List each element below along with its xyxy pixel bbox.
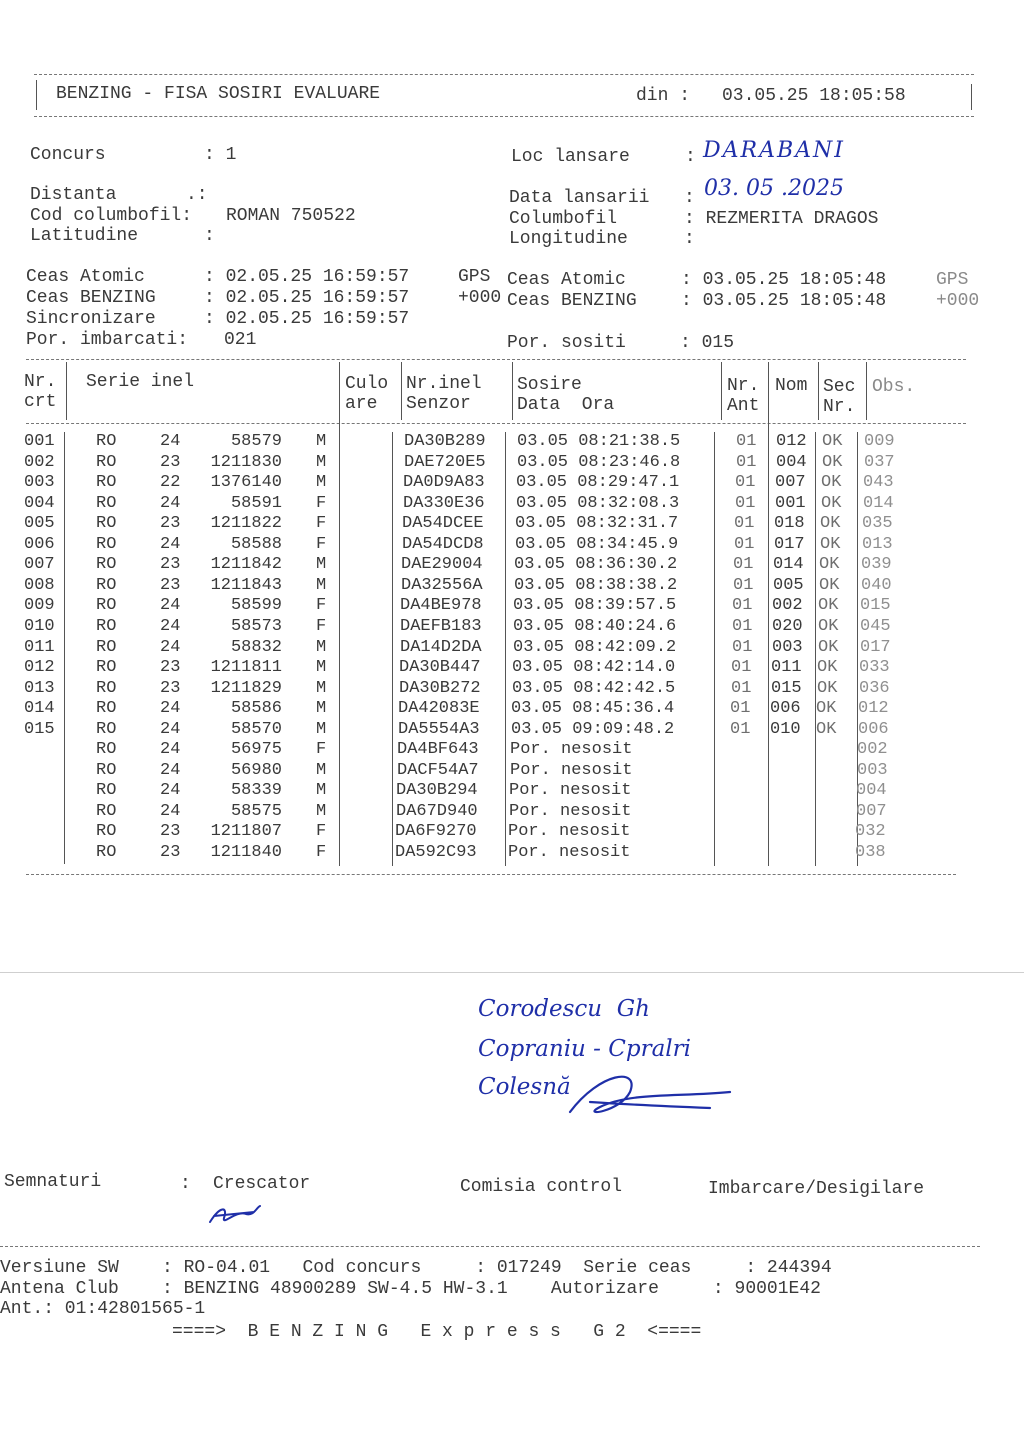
row-country: RO <box>96 596 117 616</box>
row-country: RO <box>96 740 117 760</box>
row-antenna: 01 <box>731 678 752 698</box>
row-sex: F <box>316 493 327 513</box>
row-antenna: 01 <box>732 596 753 616</box>
row-country: RO <box>96 719 117 739</box>
table-vline-7b <box>815 432 816 866</box>
row-ring-number: 1211840 <box>210 843 282 862</box>
clock-left-value: : 02.05.25 16:59:57 <box>204 309 410 329</box>
row-nr: 001 <box>24 432 55 451</box>
row-sensor: DA6F9270 <box>395 822 477 842</box>
row-obs: 014 <box>863 493 894 513</box>
row-year: 22 <box>160 473 181 493</box>
row-sex: F <box>316 822 327 842</box>
clock-right-suffix: +000 <box>936 291 980 311</box>
row-country: RO <box>96 637 117 657</box>
row-nr: 011 <box>24 637 55 657</box>
col-senzor-header: Senzor <box>406 394 471 414</box>
header-bottom-border <box>34 116 974 117</box>
row-nom: 006 <box>770 699 801 719</box>
col-culoare-header: Culo <box>345 374 389 394</box>
row-obs: 040 <box>861 575 892 595</box>
row-country: RO <box>96 760 117 780</box>
semnaturi-colon: : <box>180 1174 191 1194</box>
document-title: BENZING - FISA SOSIRI EVALUARE <box>56 84 381 104</box>
comisia-control-label: Comisia control <box>460 1177 623 1197</box>
row-sensor: DAEFB183 <box>400 616 482 636</box>
row-arrival: 03.05 08:39:57.5 <box>513 596 677 616</box>
clock-right-label: Ceas BENZING <box>507 291 637 311</box>
row-antenna: 01 <box>732 616 753 636</box>
row-sec: OK <box>819 555 840 575</box>
row-year: 24 <box>160 637 181 657</box>
row-ring-number: 1211842 <box>210 555 282 575</box>
por-sositi-label: Por. sositi <box>507 333 626 353</box>
row-obs: 035 <box>862 514 893 534</box>
row-year: 24 <box>160 534 181 554</box>
table-vline-5 <box>721 362 722 420</box>
row-nom: 002 <box>772 596 803 616</box>
row-ring-number: 56975 <box>230 740 282 760</box>
row-arrival: 03.05 09:09:48.2 <box>511 719 675 739</box>
row-sec: OK <box>817 678 838 698</box>
versiune-sw-line: Versiune SW : RO-04.01 Cod concurs : 017249 Serie ceas : 244394 <box>0 1258 832 1278</box>
antena-id-line: Ant.: 01:42801565-1 <box>0 1299 206 1319</box>
row-obs: 033 <box>859 658 890 678</box>
row-nom: 017 <box>774 534 805 554</box>
clock-left-label: Sincronizare <box>26 309 156 329</box>
clock-right-label: Ceas Atomic <box>507 270 626 290</box>
row-sensor: DA5554A3 <box>398 719 480 739</box>
row-nom: 005 <box>773 575 804 595</box>
row-nr: 006 <box>24 534 55 554</box>
row-ring-number: 1211822 <box>210 514 282 534</box>
clock-left-suffix: +000 <box>458 288 502 308</box>
row-country: RO <box>96 801 117 821</box>
clock-left-label: Ceas BENZING <box>26 288 156 308</box>
concurs-value: : 1 <box>204 145 237 165</box>
col-nr-ant-header-2: Ant <box>727 396 760 416</box>
table-vline-3b <box>392 432 393 866</box>
col-crt-header: crt <box>24 392 57 412</box>
handwritten-name-1: Corodescu Gh <box>478 996 650 1022</box>
row-year: 23 <box>160 452 181 472</box>
col-nom-header: Nom <box>775 376 808 396</box>
row-obs: 009 <box>864 432 895 451</box>
header-top-border <box>34 74 974 75</box>
row-sex: M <box>316 555 327 575</box>
col-data-ora-header: Data Ora <box>517 395 615 415</box>
row-sex: F <box>316 514 327 534</box>
benzing-express-banner: ====> B E N Z I N G E x p r e s s G 2 <==== <box>172 1322 702 1342</box>
row-sec: OK <box>821 493 842 513</box>
row-arrival: Por. nesosit <box>509 801 632 821</box>
antena-club-line: Antena Club : BENZING 48900289 SW-4.5 HW-3.1 Autorizare : 90001E42 <box>0 1279 821 1299</box>
latitudine-colon: : <box>204 226 215 246</box>
row-nr: 010 <box>24 616 55 636</box>
row-obs: 007 <box>856 801 887 821</box>
footer-rule <box>0 1246 980 1247</box>
row-antenna: 01 <box>730 699 751 719</box>
row-sensor: DA54DCD8 <box>402 534 484 554</box>
row-year: 23 <box>160 555 181 575</box>
row-sec: OK <box>822 452 843 472</box>
row-country: RO <box>96 514 117 534</box>
row-nom: 015 <box>771 678 802 698</box>
row-ring-number: 58573 <box>230 616 282 636</box>
clock-left-label: Ceas Atomic <box>26 267 145 287</box>
col-culoare-header-2: are <box>345 394 378 414</box>
row-year: 23 <box>160 678 181 698</box>
row-nr: 013 <box>24 678 55 698</box>
row-country: RO <box>96 493 117 513</box>
row-ring-number: 58832 <box>230 637 282 657</box>
row-sensor: DA4BE978 <box>400 596 482 616</box>
row-antenna: 01 <box>735 473 756 493</box>
row-sensor: DA592C93 <box>395 843 477 862</box>
row-sensor: DA30B272 <box>399 678 481 698</box>
row-arrival: 03.05 08:23:46.8 <box>517 452 681 472</box>
col-nr-ant-header: Nr. <box>727 376 760 396</box>
row-ring-number: 58586 <box>230 699 282 719</box>
row-year: 24 <box>160 740 181 760</box>
table-header-rule <box>26 423 966 424</box>
row-nom: 020 <box>772 616 803 636</box>
row-sec: OK <box>816 719 837 739</box>
row-nom: 001 <box>775 493 806 513</box>
table-vline-2 <box>339 362 340 866</box>
data-lansarii-label: Data lansarii <box>509 188 650 208</box>
row-sex: M <box>316 781 327 801</box>
row-country: RO <box>96 781 117 801</box>
table-vline-7 <box>818 362 819 420</box>
col-sosire-header: Sosire <box>517 375 582 395</box>
row-year: 23 <box>160 822 181 842</box>
handwritten-signature <box>560 1062 740 1122</box>
row-country: RO <box>96 699 117 719</box>
header-right-border <box>971 84 972 110</box>
row-antenna: 01 <box>734 534 755 554</box>
row-ring-number: 1376140 <box>210 473 282 493</box>
col-sec-nr-header: Sec <box>823 377 856 397</box>
por-imbarcati-label: Por. imbarcati: <box>26 330 189 350</box>
row-obs: 038 <box>855 843 886 862</box>
row-sensor: DA0D9A83 <box>403 473 485 493</box>
page-separator <box>0 972 1024 973</box>
handwritten-name-3: Colesnă <box>478 1074 571 1100</box>
row-sec: OK <box>821 473 842 493</box>
row-sec: OK <box>818 596 839 616</box>
row-nom: 018 <box>774 514 805 534</box>
row-nr: 015 <box>24 719 55 739</box>
row-country: RO <box>96 575 117 595</box>
row-sec: OK <box>820 534 841 554</box>
longitudine-colon: : <box>684 229 695 249</box>
row-year: 23 <box>160 514 181 534</box>
loc-lansare-colon: : <box>685 147 696 167</box>
semnaturi-label: Semnaturi <box>4 1172 102 1192</box>
row-ring-number: 1211811 <box>210 658 282 678</box>
row-year: 24 <box>160 699 181 719</box>
row-arrival: Por. nesosit <box>508 843 631 862</box>
row-country: RO <box>96 432 117 451</box>
clock-right-suffix: GPS <box>936 270 969 290</box>
row-arrival: Por. nesosit <box>508 822 631 842</box>
row-antenna: 01 <box>736 432 757 451</box>
row-country: RO <box>96 843 117 862</box>
row-sensor: DA4BF643 <box>397 740 479 760</box>
row-sensor: DAE29004 <box>401 555 483 575</box>
clock-left-value: : 02.05.25 16:59:57 <box>204 267 410 287</box>
row-ring-number: 58591 <box>230 493 282 513</box>
table-vline-1 <box>66 362 67 420</box>
row-year: 23 <box>160 575 181 595</box>
row-nr: 009 <box>24 596 55 616</box>
row-ring-number: 58339 <box>230 781 282 801</box>
row-sensor: DAE720E5 <box>404 452 486 472</box>
row-antenna: 01 <box>732 637 753 657</box>
row-nr: 014 <box>24 699 55 719</box>
row-antenna: 01 <box>731 658 752 678</box>
row-sensor: DA42083E <box>398 699 480 719</box>
row-nom: 012 <box>776 432 807 451</box>
row-obs: 004 <box>856 781 887 801</box>
row-sensor: DACF54A7 <box>397 760 479 780</box>
row-ring-number: 1211807 <box>210 822 282 842</box>
col-nr-header: Nr. <box>24 372 57 392</box>
row-arrival: Por. nesosit <box>510 740 633 760</box>
row-arrival: Por. nesosit <box>510 760 633 780</box>
loc-lansare-label: Loc lansare <box>511 147 630 167</box>
table-vline-1b <box>64 432 65 864</box>
handwritten-name-2: Copraniu - Cpralri <box>478 1036 691 1062</box>
row-year: 24 <box>160 719 181 739</box>
row-year: 24 <box>160 781 181 801</box>
row-obs: 037 <box>864 452 895 472</box>
row-obs: 043 <box>863 473 894 493</box>
table-bottom-rule <box>26 874 956 875</box>
row-obs: 036 <box>859 678 890 698</box>
row-country: RO <box>96 534 117 554</box>
columbofil-value: : REZMERITA DRAGOS <box>684 209 879 229</box>
row-nom: 010 <box>770 719 801 739</box>
row-antenna: 01 <box>736 452 757 472</box>
distanta-colon: .: <box>186 185 208 205</box>
row-year: 24 <box>160 801 181 821</box>
row-sex: F <box>316 596 327 616</box>
row-sex: M <box>316 637 327 657</box>
col-nr-inel-header: Nr.inel <box>406 374 482 394</box>
row-antenna: 01 <box>734 514 755 534</box>
row-sex: M <box>316 699 327 719</box>
table-vline-3 <box>401 362 402 420</box>
row-obs: 032 <box>855 822 886 842</box>
row-sensor: DA32556A <box>401 575 483 595</box>
row-country: RO <box>96 822 117 842</box>
row-nr: 003 <box>24 473 55 493</box>
row-antenna: 01 <box>730 719 751 739</box>
row-country: RO <box>96 616 117 636</box>
row-sec: OK <box>819 575 840 595</box>
table-vline-6 <box>768 362 769 866</box>
row-year: 24 <box>160 760 181 780</box>
row-year: 24 <box>160 493 181 513</box>
row-ring-number: 58579 <box>230 432 282 451</box>
latitudine-label: Latitudine <box>30 226 139 246</box>
row-nr: 002 <box>24 452 55 472</box>
row-nom: 003 <box>772 637 803 657</box>
row-sex: M <box>316 452 327 472</box>
row-sex: M <box>316 432 327 451</box>
row-ring-number: 1211829 <box>210 678 282 698</box>
row-sensor: DA30B294 <box>396 781 478 801</box>
row-sec: OK <box>818 637 839 657</box>
columbofil-label: Columbofil <box>509 209 618 229</box>
row-year: 23 <box>160 658 181 678</box>
row-year: 24 <box>160 616 181 636</box>
row-ring-number: 1211843 <box>210 575 282 595</box>
row-obs: 006 <box>858 719 889 739</box>
crescator-signature <box>206 1200 262 1230</box>
row-year: 24 <box>160 596 181 616</box>
row-ring-number: 1211830 <box>210 452 282 472</box>
row-obs: 039 <box>861 555 892 575</box>
longitudine-label: Longitudine <box>509 229 628 249</box>
clock-left-suffix: GPS <box>458 267 491 287</box>
row-sec: OK <box>820 514 841 534</box>
imbarcare-label: Imbarcare/Desigilare <box>708 1179 925 1199</box>
row-nr: 007 <box>24 555 55 575</box>
row-nom: 007 <box>775 473 806 493</box>
row-sensor: DA30B289 <box>404 432 486 451</box>
table-vline-5b <box>714 432 715 866</box>
col-obs-header: Obs. <box>872 377 916 397</box>
row-sec: OK <box>816 699 837 719</box>
row-arrival: 03.05 08:29:47.1 <box>516 473 680 493</box>
row-sec: OK <box>818 616 839 636</box>
row-country: RO <box>96 678 117 698</box>
row-obs: 012 <box>858 699 889 719</box>
row-country: RO <box>96 473 117 493</box>
row-nom: 004 <box>776 452 807 472</box>
row-country: RO <box>96 452 117 472</box>
row-year: 23 <box>160 843 181 862</box>
por-sositi-value: : 015 <box>680 333 735 353</box>
row-sensor: DA67D940 <box>396 801 478 821</box>
row-antenna: 01 <box>735 493 756 513</box>
row-sex: M <box>316 719 327 739</box>
row-arrival: 03.05 08:40:24.6 <box>513 616 677 636</box>
row-arrival: 03.05 08:42:42.5 <box>512 678 676 698</box>
row-obs: 017 <box>860 637 891 657</box>
row-sex: M <box>316 678 327 698</box>
row-obs: 015 <box>860 596 891 616</box>
row-country: RO <box>96 658 117 678</box>
col-sec-nr-header-2: Nr. <box>823 397 856 417</box>
print-date-value: 03.05.25 18:05:58 <box>722 86 906 106</box>
row-arrival: 03.05 08:45:36.4 <box>511 699 675 719</box>
table-top-rule <box>26 359 966 360</box>
row-arrival: 03.05 08:38:38.2 <box>514 575 678 595</box>
concurs-label: Concurs <box>30 145 106 165</box>
row-arrival: Por. nesosit <box>509 781 632 801</box>
row-sex: M <box>316 760 327 780</box>
distanta-label: Distanta <box>30 185 117 205</box>
row-sensor: DA330E36 <box>403 493 485 513</box>
row-sex: M <box>316 658 327 678</box>
loc-lansare-handwritten: DARABANI <box>703 138 845 163</box>
row-antenna: 01 <box>733 575 754 595</box>
row-ring-number: 58599 <box>230 596 282 616</box>
row-antenna: 01 <box>733 555 754 575</box>
row-ring-number: 56980 <box>230 760 282 780</box>
row-arrival: 03.05 08:21:38.5 <box>517 432 681 451</box>
row-sex: F <box>316 534 327 554</box>
row-sensor: DA54DCEE <box>402 514 484 534</box>
row-arrival: 03.05 08:42:09.2 <box>513 637 677 657</box>
row-sex: M <box>316 801 327 821</box>
row-arrival: 03.05 08:34:45.9 <box>515 534 679 554</box>
row-sex: F <box>316 843 327 862</box>
col-serie-inel-header: Serie inel <box>86 372 195 392</box>
row-nr: 012 <box>24 658 55 678</box>
cod-columbofil-value: ROMAN 750522 <box>226 206 356 226</box>
row-nr: 005 <box>24 514 55 534</box>
print-date-label: din : <box>636 86 691 106</box>
row-sensor: DA14D2DA <box>400 637 482 657</box>
row-sec: OK <box>817 658 838 678</box>
table-vline-8 <box>866 362 867 420</box>
row-arrival: 03.05 08:32:31.7 <box>515 514 679 534</box>
por-imbarcati-value: 021 <box>224 330 257 350</box>
row-sex: F <box>316 616 327 636</box>
header-left-border <box>36 80 37 110</box>
row-arrival: 03.05 08:42:14.0 <box>512 658 676 678</box>
row-sex: M <box>316 575 327 595</box>
row-ring-number: 58575 <box>230 801 282 821</box>
clock-right-value: : 03.05.25 18:05:48 <box>681 270 887 290</box>
row-sex: M <box>316 473 327 493</box>
row-nom: 011 <box>771 658 802 678</box>
data-lansarii-colon: : <box>684 188 695 208</box>
row-ring-number: 58570 <box>230 719 282 739</box>
table-vline-4b <box>505 432 506 866</box>
cod-columbofil-label: Cod columbofil: <box>30 206 193 226</box>
row-ring-number: 58588 <box>230 534 282 554</box>
row-obs: 003 <box>857 760 888 780</box>
row-obs: 045 <box>860 616 891 636</box>
crescator-label: Crescator <box>213 1174 311 1194</box>
clock-right-value: : 03.05.25 18:05:48 <box>681 291 887 311</box>
row-year: 24 <box>160 432 181 451</box>
row-nr: 004 <box>24 493 55 513</box>
row-sensor: DA30B447 <box>399 658 481 678</box>
row-arrival: 03.05 08:32:08.3 <box>516 493 680 513</box>
row-obs: 013 <box>862 534 893 554</box>
clock-left-value: : 02.05.25 16:59:57 <box>204 288 410 308</box>
row-nr: 008 <box>24 575 55 595</box>
table-vline-4 <box>512 362 513 420</box>
row-arrival: 03.05 08:36:30.2 <box>514 555 678 575</box>
row-sex: F <box>316 740 327 760</box>
row-obs: 002 <box>857 740 888 760</box>
row-sec: OK <box>822 432 843 451</box>
data-lansarii-handwritten: 03. 05 .2025 <box>704 176 844 201</box>
row-nom: 014 <box>773 555 804 575</box>
row-country: RO <box>96 555 117 575</box>
